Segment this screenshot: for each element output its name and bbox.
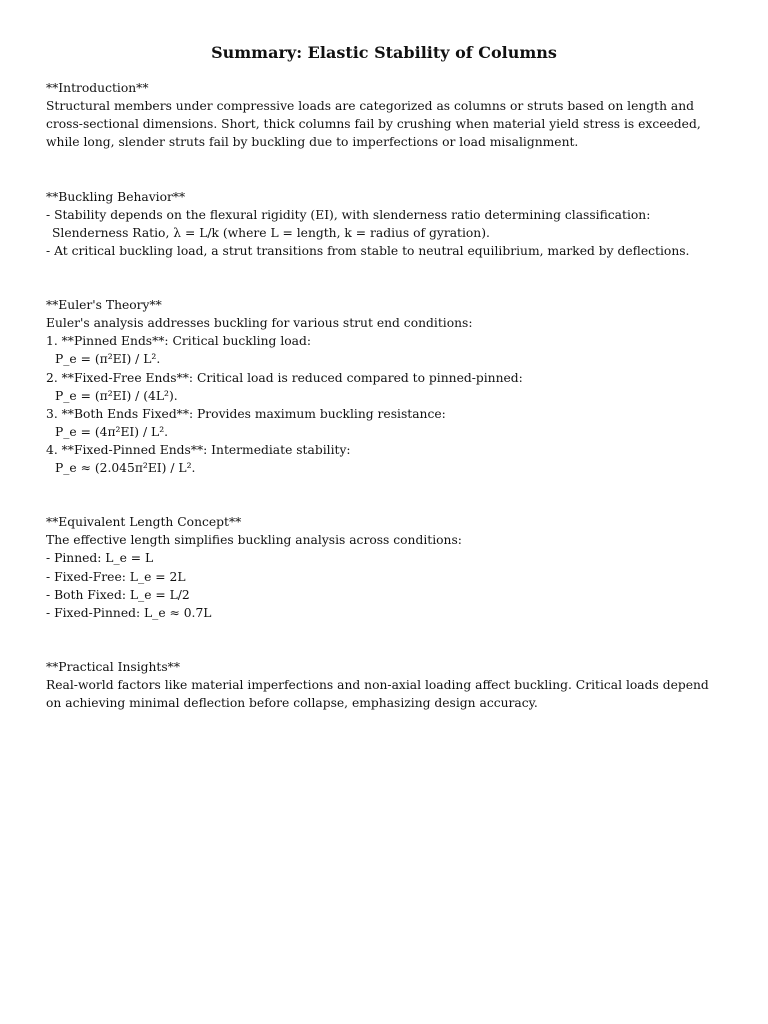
list-item: 4. **Fixed-Pinned Ends**: Intermediate stability: [46, 442, 351, 457]
bullet-line: - At critical buckling load, a strut transitions from stable to neutral equilibrium, marked by deflections. [46, 243, 690, 258]
section-heading: **Equivalent Length Concept** [46, 515, 242, 530]
list-item: 3. **Both Ends Fixed**: Provides maximum buckling resistance: [46, 406, 446, 421]
list-item: - Both Fixed: L_e = L/2 [46, 587, 190, 602]
spacer [46, 622, 726, 640]
section-buckling-behavior [46, 188, 726, 260]
spacer [46, 495, 726, 513]
spacer [46, 477, 726, 495]
spacer [46, 640, 726, 658]
section-eulers-theory [46, 296, 726, 477]
section-practical-insights [46, 658, 726, 712]
spacer [46, 260, 726, 278]
list-item: - Fixed-Pinned: L_e ≈ 0.7L [46, 605, 212, 620]
section-intro: Euler's analysis addresses buckling for various strut end conditions: [46, 316, 473, 331]
formula-line: P_e ≈ (2.045π²EI) / L². [55, 460, 196, 475]
spacer [46, 278, 726, 296]
spacer [46, 151, 726, 169]
list-item: - Fixed-Free: L_e = 2L [46, 569, 186, 584]
paragraph: Structural members under compressive loads are categorized as columns or struts based on length and cross-sectional dimensions. Short, thick columns fail by crushing when material yield stress is exceeded, while long, slender struts fail by buckling due to imperfections or load misalignment. [46, 99, 701, 150]
section-heading: **Euler's Theory** [46, 298, 162, 313]
section-heading: **Practical Insights** [46, 660, 180, 674]
bullet-line: - Stability depends on the flexural rigidity (EI), with slenderness ratio determining classification: [46, 207, 651, 222]
document-body [46, 79, 726, 712]
list-item: - Pinned: L_e = L [46, 551, 154, 566]
section-equivalent-length [46, 513, 726, 622]
page-title: Summary: Elastic Stability of Columns [211, 43, 557, 62]
section-intro: The effective length simplifies buckling analysis across conditions: [46, 533, 462, 548]
formula-line: P_e = (4π²EI) / L². [55, 424, 169, 439]
formula-line: Slenderness Ratio, λ = L/k (where L = length, k = radius of gyration). [52, 225, 490, 240]
list-item: 1. **Pinned Ends**: Critical buckling load: [46, 334, 312, 349]
paragraph: Real-world factors like material imperfections and non-axial loading affect buckling. Critical loads depend on achieving minimal deflection before collapse, emphasizing design accuracy. [46, 678, 709, 711]
list-item: 2. **Fixed-Free Ends**: Critical load is reduced compared to pinned-pinned: [46, 370, 523, 385]
section-heading: **Buckling Behavior** [46, 189, 186, 204]
section-heading: **Introduction** [46, 81, 149, 95]
formula-line: P_e = (π²EI) / (4L²). [55, 388, 178, 403]
formula-line: P_e = (π²EI) / L². [55, 352, 161, 367]
spacer [46, 169, 726, 187]
section-introduction [46, 79, 726, 151]
